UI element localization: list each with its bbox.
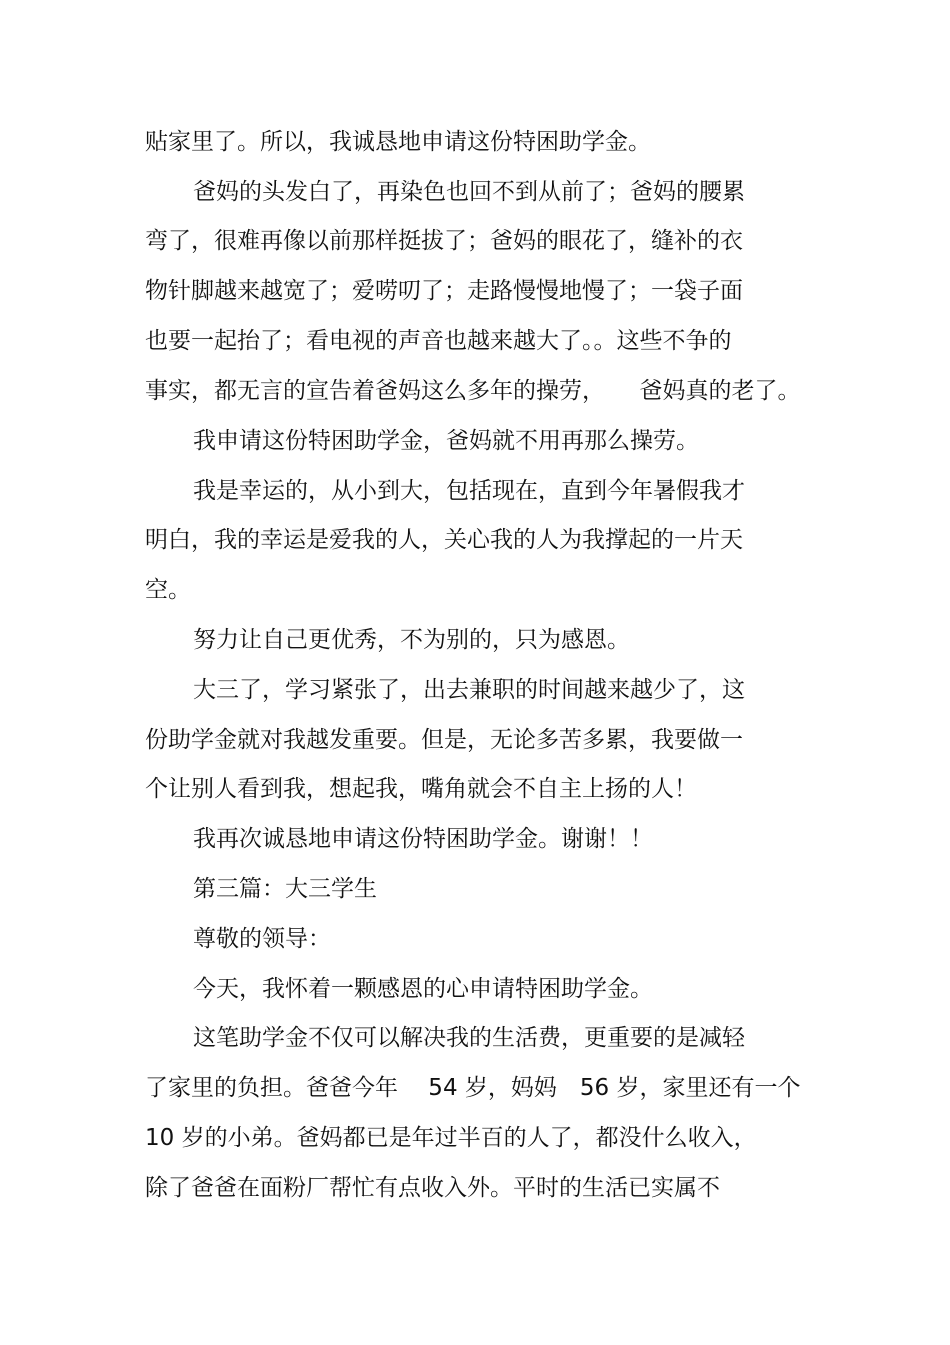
text-line: 空。 — [145, 577, 191, 603]
text-line: 这笔助学金不仅可以解决我的生活费，更重要的是减轻 — [193, 1025, 745, 1051]
text-line: 10 岁的小弟。爸妈都已是年过半百的人了，都没什么收入， — [145, 1125, 757, 1151]
text-line: 个让别人看到我，想起我，嘴角就会不自主上扬的人！ — [145, 776, 697, 802]
text-line: 我再次诚恳地申请这份特困助学金。谢谢！！ — [193, 826, 653, 852]
section-heading: 第三篇：大三学生 — [193, 876, 377, 902]
text-line: 事实，都无言的宣告着爸妈这么多年的操劳， 爸妈真的老了。 — [145, 378, 801, 404]
text-line: 物针脚越来越宽了；爱唠叨了；走路慢慢地慢了；一袋子面 — [145, 278, 743, 304]
text-line: 弯了，很难再像以前那样挺拔了；爸妈的眼花了，缝补的衣 — [145, 228, 743, 254]
text-line: 我是幸运的，从小到大，包括现在，直到今年暑假我才 — [193, 478, 745, 504]
text-line: 努力让自己更优秀，不为别的，只为感恩。 — [193, 627, 630, 653]
text-line: 除了爸爸在面粉厂帮忙有点收入外。平时的生活已实属不 — [145, 1175, 720, 1201]
text-line: 也要一起抬了；看电视的声音也越来越大了。。这些不争的 — [145, 328, 732, 354]
text-line: 贴家里了。所以，我诚恳地申请这份特困助学金。 — [145, 129, 651, 155]
text-line: 份助学金就对我越发重要。但是，无论多苦多累，我要做一 — [145, 727, 743, 753]
salutation: 尊敬的领导： — [193, 926, 331, 952]
text-line: 我申请这份特困助学金，爸妈就不用再那么操劳。 — [193, 428, 699, 454]
text-line: 爸妈的头发白了，再染色也回不到从前了；爸妈的腰累 — [193, 179, 745, 205]
text-line: 明白，我的幸运是爱我的人，关心我的人为我撑起的一片天 — [145, 527, 743, 553]
text-line: 今天，我怀着一颗感恩的心申请特困助学金。 — [193, 976, 653, 1002]
text-line: 了家里的负担。爸爸今年 54 岁，妈妈 56 岁，家里还有一个 — [145, 1075, 801, 1101]
text-line: 大三了，学习紧张了，出去兼职的时间越来越少了，这 — [193, 677, 745, 703]
